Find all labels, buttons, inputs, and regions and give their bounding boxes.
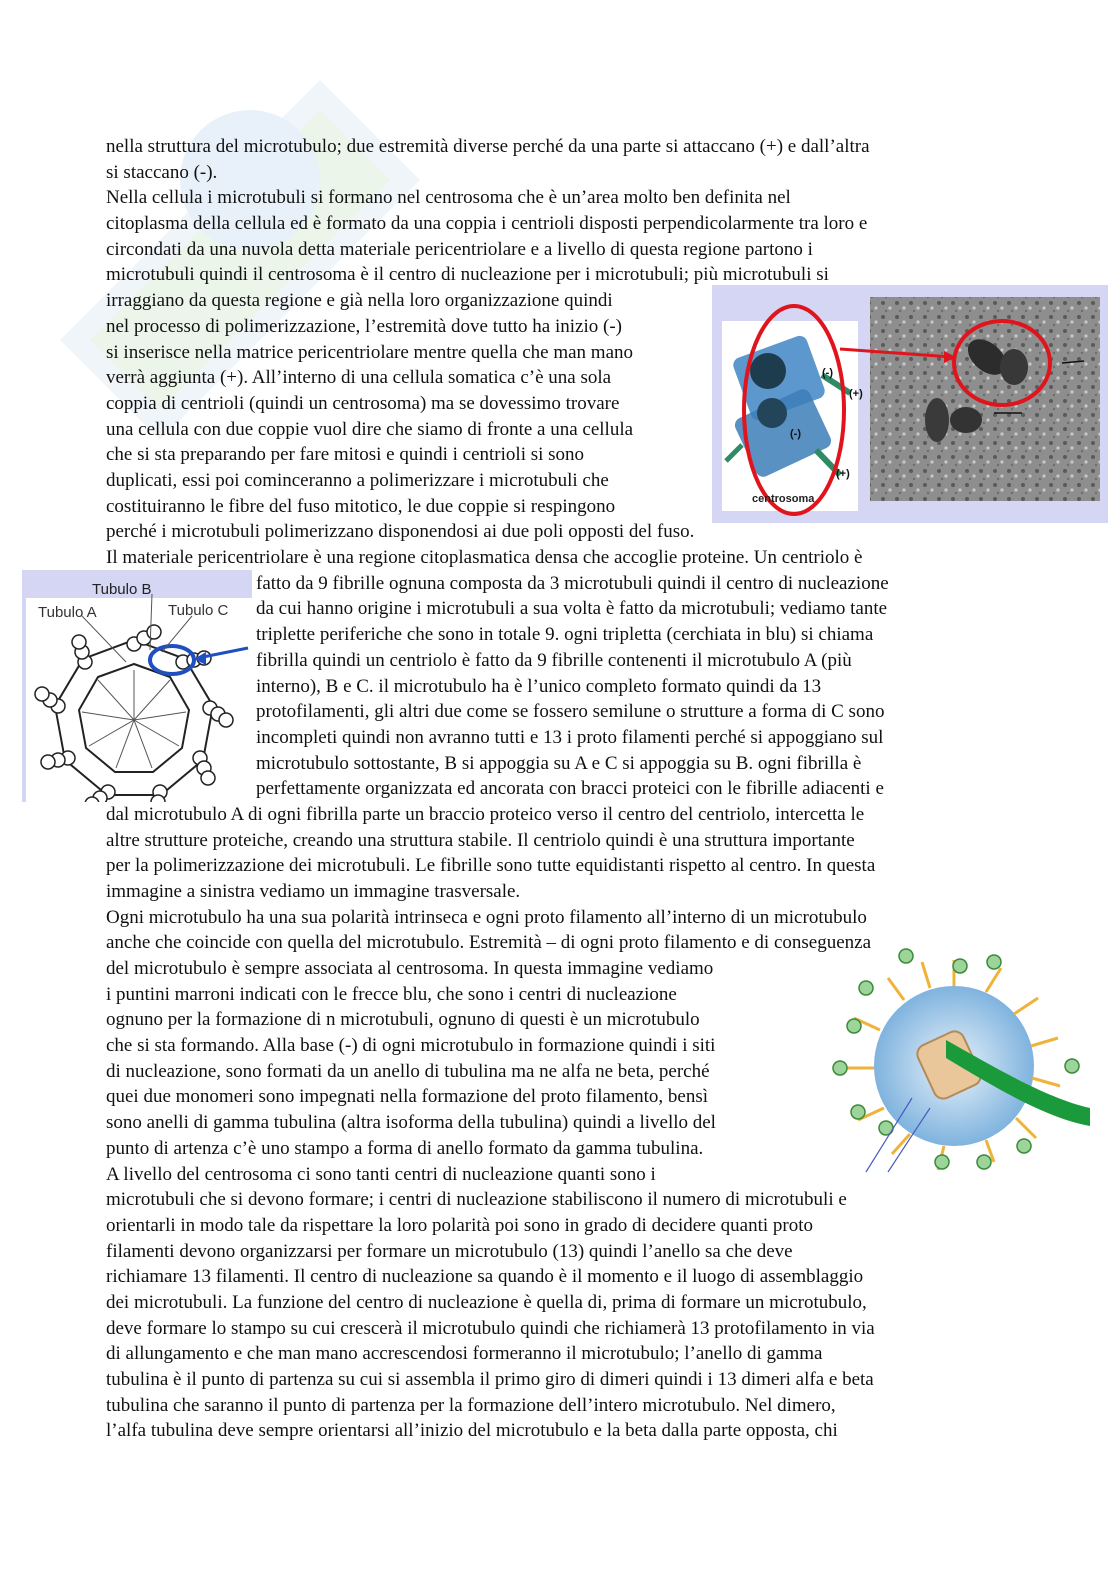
- centrosome-minus-label-1: (-): [822, 367, 833, 379]
- text-line-21: fibrilla quindi un centriolo è fatto da 9 fibrille contenenti il microtubulo A (più: [256, 650, 852, 671]
- tubulo-a-label: Tubulo A: [38, 604, 97, 621]
- text-line-49: tubulina è il punto di partenza su cui si assembla il primo giro di dimeri quindi i 13 dimeri alfa e beta: [106, 1369, 874, 1390]
- text-line-44: filamenti devono organizzarsi per formare un microtubulo (13) quindi l’anello sa che deve: [106, 1241, 793, 1262]
- text-line-39: sono anelli di gamma tubulina (altra isoforma della tubulina) quindi a livello del: [106, 1112, 716, 1133]
- text-line-9: si inserisce nella matrice pericentriolare mentre quella che man mano: [106, 342, 634, 363]
- text-line-40: punto di artenza c’è uno stampo a forma di anello formato da gamma tubulina.: [106, 1138, 704, 1159]
- text-line-11: coppia di centrioli (quindi un centrosoma) ma se dovessimo trovare: [106, 393, 620, 414]
- centrosome-plus-label-2: (+): [836, 468, 850, 480]
- centrosome-caption: centrosoma: [752, 493, 815, 505]
- text-line-46: dei microtubuli. La funzione del centro di nucleazione è quella di, prima di formare un microtubulo,: [106, 1292, 867, 1313]
- text-line-25: microtubulo sottostante, B si appoggia su A e C si appoggia su B. ogni fibrilla è: [256, 753, 862, 774]
- text-line-2: si staccano (-).: [106, 162, 218, 183]
- text-line-30: immagine a sinistra vediamo un immagine trasversale.: [106, 881, 521, 902]
- text-line-14: duplicati, essi poi cominceranno a polimerizzare i microtubuli che: [106, 470, 609, 491]
- text-line-12: una cellula con due coppie vuol dire che siamo di fronte a una cellula: [106, 419, 634, 440]
- text-line-15: costituiranno le fibre del fuso mitotico, le due coppie si respingono: [106, 496, 616, 517]
- text-line-47: deve formare lo stampo su cui crescerà il microtubulo quindi che richiamerà 13 protofilamento in via: [106, 1318, 875, 1339]
- text-line-35: ognuno per la formazione di n microtubuli, ognuno di questi è un microtubulo: [106, 1009, 700, 1030]
- tubulo-c-label: Tubulo C: [168, 602, 229, 619]
- text-line-31: Ogni microtubulo ha una sua polarità intrinseca e ogni proto filamento all’interno di un microtubulo: [106, 907, 867, 928]
- text-line-4: citoplasma della cellula ed è formato da una coppia i centrioli disposti perpendicolarmente tra loro e: [106, 213, 868, 234]
- text-line-51: l’alfa tubulina deve sempre orientarsi all’inizio del microtubulo e la beta dalla parte opposta, chi: [106, 1420, 838, 1441]
- text-line-37: di nucleazione, sono formati da un anello di tubulina ma ne alfa ne beta, perché: [106, 1061, 710, 1082]
- text-line-16: perché i microtubuli polimerizzano disponendosi ai due poli opposti del fuso.: [106, 521, 695, 542]
- centrosome-figure: [712, 285, 1108, 523]
- text-line-48: di allungamento e che man mano accrescendosi formeranno il microtubulo; l’anello di gamma: [106, 1343, 823, 1364]
- text-line-34: i puntini marroni indicati con le frecce blu, che sono i centri di nucleazione: [106, 984, 677, 1005]
- text-line-7: irraggiano da questa regione e già nella loro organizzazione quindi: [106, 290, 613, 311]
- text-line-43: orientarli in modo tale da rispettare la loro polarità poi sono in grado di decidere quanti proto: [106, 1215, 814, 1236]
- text-line-20: triplette periferiche che sono in totale 9. ogni tripletta (cerchiata in blu) si chiama: [256, 624, 874, 645]
- text-line-1: nella struttura del microtubulo; due estremità diverse perché da una parte si attaccano (+) e dall’altra: [106, 136, 870, 157]
- text-line-6: microtubuli quindi il centrosoma è il centro di nucleazione per i microtubuli; più microtubuli si: [106, 264, 829, 285]
- text-line-19: da cui hanno origine i microtubuli a sua volta è fatto da microtubuli; vediamo tante: [256, 598, 888, 619]
- text-line-26: perfettamente organizzata ed ancorata con bracci proteici con le fibrille adiacenti e: [256, 778, 884, 799]
- text-line-24: incompleti quindi non avranno tutti e 13 i proto filamenti perché si appoggiano sul: [256, 727, 884, 748]
- text-line-28: altre strutture proteiche, creando una struttura stabile. Il centriolo quindi è una struttura importante: [106, 830, 855, 851]
- text-line-10: verrà aggiunta (+). All’interno di una cellula somatica c’è una sola: [106, 367, 612, 388]
- tubulo-b-label: Tubulo B: [92, 581, 152, 598]
- text-line-18: fatto da 9 fibrille ognuna composta da 3 microtubuli quindi il centro di nucleazione: [256, 573, 889, 594]
- text-line-27: dal microtubulo A di ogni fibrilla parte un braccio proteico verso il centro del centriolo, intercetta le: [106, 804, 865, 825]
- centriole-figure: [22, 570, 252, 802]
- text-line-8: nel processo di polimerizzazione, l’estremità dove tutto ha inizio (-): [106, 316, 622, 337]
- text-line-5: circondati da una nuvola detta materiale pericentriolare e a livello di questa regione partono i: [106, 239, 813, 260]
- centrosome-minus-label-2: (-): [790, 428, 801, 440]
- text-line-33: del microtubulo è sempre associata al centrosoma. In questa immagine vediamo: [106, 958, 714, 979]
- text-line-17: Il materiale pericentriolare è una regione citoplasmatica densa che accoglie proteine. Un centriolo è: [106, 547, 863, 568]
- text-line-13: che si sta preparando per fare mitosi e quindi i centrioli si sono: [106, 444, 585, 465]
- text-line-36: che si sta formando. Alla base (-) di ogni microtubulo in formazione quindi i siti: [106, 1035, 716, 1056]
- text-line-45: richiamare 13 filamenti. Il centro di nucleazione sa quando è il momento e il luogo di assemblaggio: [106, 1266, 864, 1287]
- centrosome-plus-label-1: (+): [849, 388, 863, 400]
- text-line-22: interno), B e C. il microtubulo ha è l’unico completo formato quindi da 13: [256, 676, 822, 697]
- nucleation-illustration: [826, 948, 1092, 1176]
- text-line-32: anche che coincide con quella del microtubulo. Estremità – di ogni proto filamento e di conseguenza: [106, 932, 872, 953]
- text-line-38: quei due monomeri sono impegnati nella formazione del proto filamento, bensì: [106, 1086, 709, 1107]
- text-line-42: microtubuli che si devono formare; i centri di nucleazione stabiliscono il numero di microtubuli e: [106, 1189, 847, 1210]
- text-line-29: per la polimerizzazione dei microtubuli. Le fibrille sono tutte equidistanti rispetto al centro. In questa: [106, 855, 876, 876]
- text-line-23: protofilamenti, gli altri due come se fossero semilune o strutture a forma di C sono: [256, 701, 885, 722]
- text-line-41: A livello del centrosoma ci sono tanti centri di nucleazione quanti sono i: [106, 1164, 656, 1185]
- text-line-50: tubulina che saranno il punto di partenza per la formazione dell’intero microtubulo. Nel dimero,: [106, 1395, 836, 1416]
- centrosome-illustration: [712, 285, 1108, 523]
- text-line-3: Nella cellula i microtubuli si formano nel centrosoma che è un’area molto ben definita nel: [106, 187, 791, 208]
- nucleation-figure: [826, 948, 1092, 1176]
